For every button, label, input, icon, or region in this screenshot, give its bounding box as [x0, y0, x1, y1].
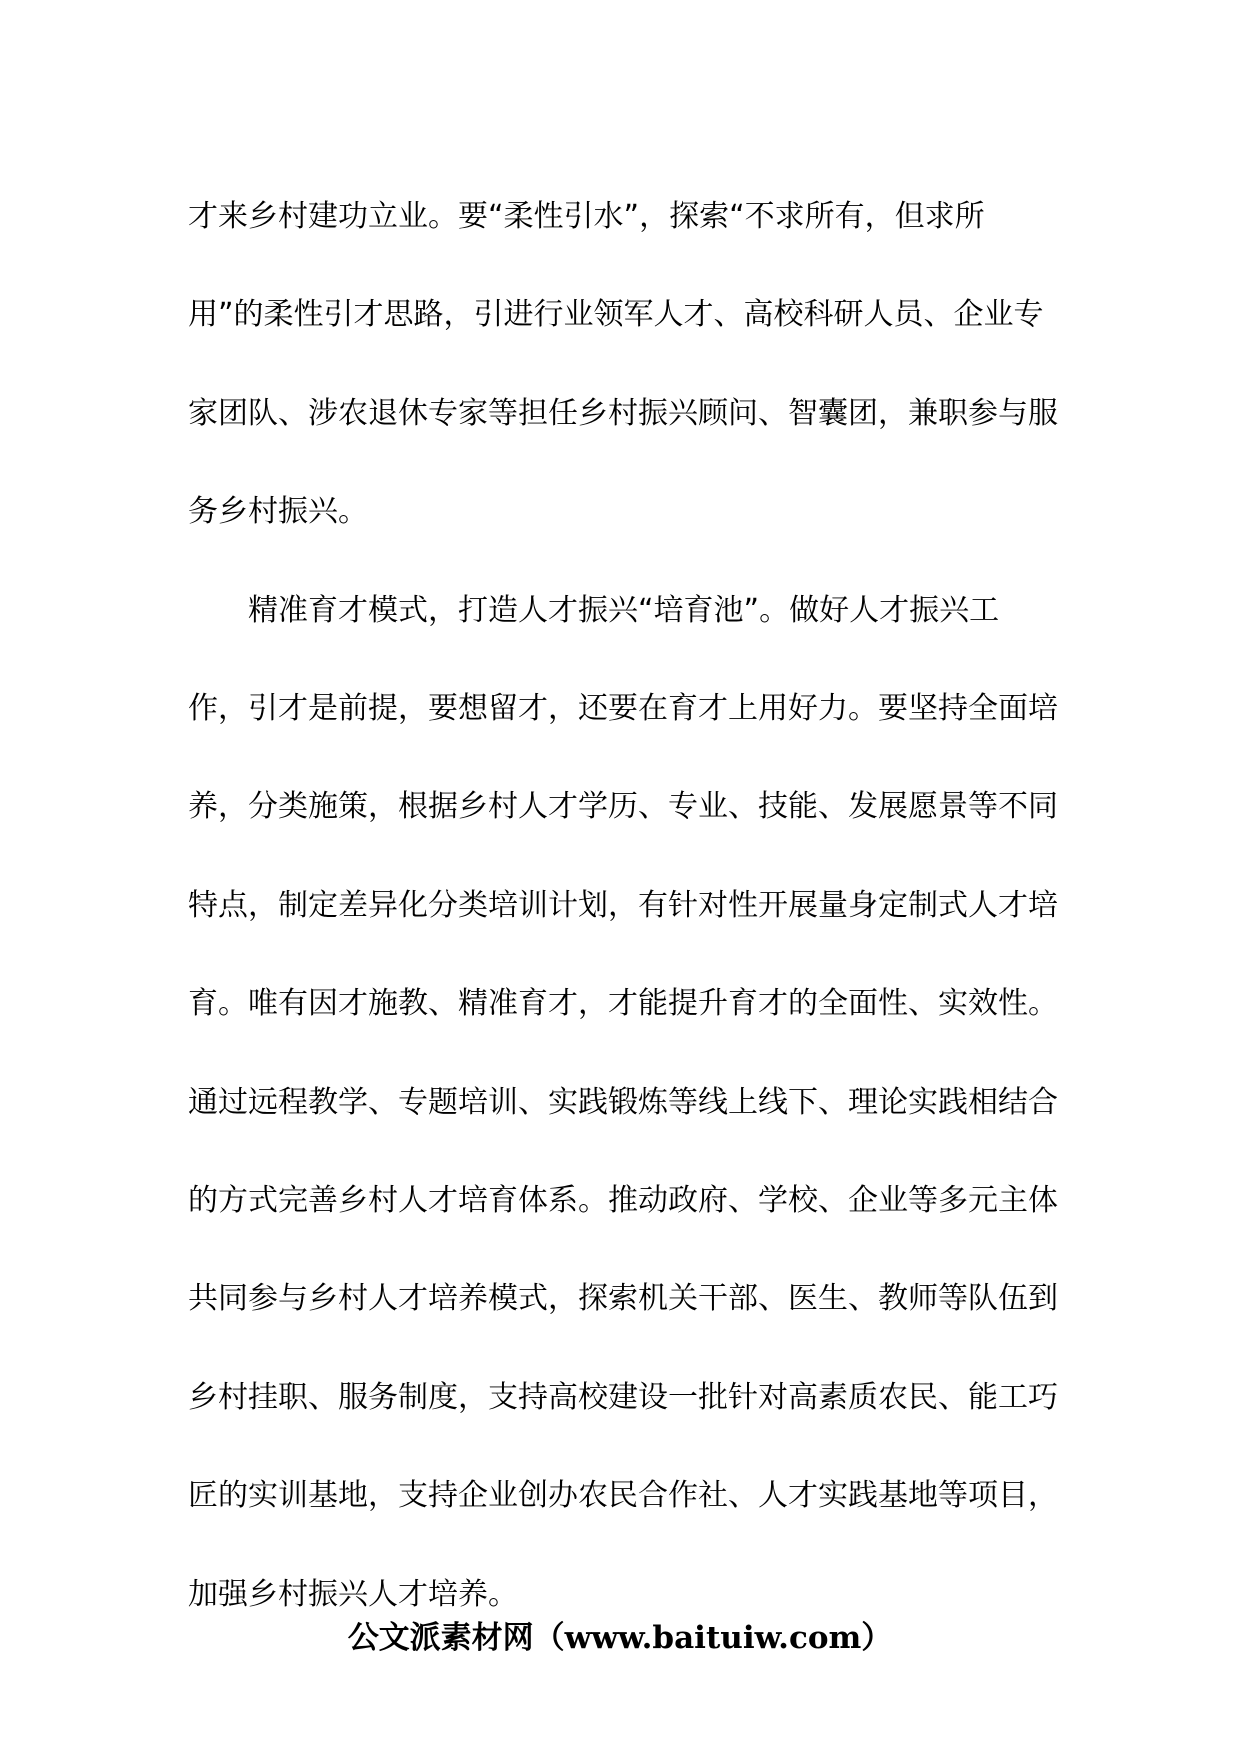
- paragraph-line: 通过远程教学、专题培训、实践锻炼等线上线下、理论实践相结合: [188, 1084, 1058, 1120]
- paragraph-line: 家团队、涉农退休专家等担任乡村振兴顾问、智囊团，兼职参与服: [188, 395, 1058, 431]
- paragraph-line: 精准育才模式，打造人才振兴“培育池”。做好人才振兴工: [248, 592, 1000, 628]
- paragraph-1: [188, 168, 1058, 562]
- paragraph-line: 加强乡村振兴人才培养。: [188, 1576, 518, 1612]
- paragraph-line: 乡村挂职、服务制度，支持高校建设一批针对高素质农民、能工巧: [188, 1379, 1058, 1415]
- paragraph-line: 务乡村振兴。: [188, 494, 368, 530]
- paragraph-line: 特点，制定差异化分类培训计划，有针对性开展量身定制式人才培: [188, 887, 1058, 923]
- paragraph-line: 匠的实训基地，支持企业创办农民合作社、人才实践基地等项目，: [188, 1478, 1058, 1514]
- paragraph-line: 才来乡村建功立业。要“柔性引水”，探索“不求所有，但求所: [188, 199, 985, 234]
- document-body: [188, 168, 1058, 1644]
- paragraph-line: 养，分类施策，根据乡村人才学历、专业、技能、发展愿景等不同: [188, 789, 1058, 825]
- paragraph-2: [188, 562, 1058, 1644]
- paragraph-line: 共同参与乡村人才培养模式，探索机关干部、医生、教师等队伍到: [188, 1281, 1058, 1317]
- paragraph-line: 育。唯有因才施教、精准育才，才能提升育才的全面性、实效性。: [188, 986, 1058, 1022]
- footer-source: 公文派素材网（www.baituiw.com）: [347, 1620, 893, 1656]
- paragraph-line: 用”的柔性引才思路，引进行业领军人才、高校科研人员、企业专: [188, 297, 1044, 333]
- paragraph-line: 作，引才是前提，要想留才，还要在育才上用好力。要坚持全面培: [188, 691, 1058, 727]
- paragraph-line: 的方式完善乡村人才培育体系。推动政府、学校、企业等多元主体: [188, 1183, 1058, 1219]
